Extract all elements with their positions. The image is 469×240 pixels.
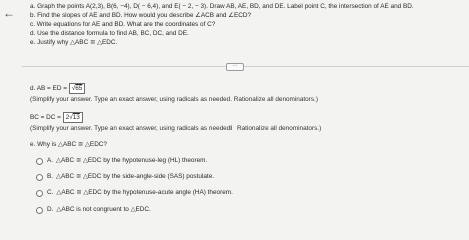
back-arrow-icon[interactable]: ← — [3, 6, 15, 20]
instruction-text-1: (Simplify your answer. Type an exact answer, using radicals as needed. Rationalize all denominators.) — [30, 96, 318, 103]
instruction-text-2b: Rationalize all denominators.) — [235, 125, 322, 132]
expand-button[interactable]: ··· — [226, 63, 244, 71]
option-text: △ABC ≅ △EDC by the hypotenuse-leg (HL) theorem. — [56, 157, 208, 164]
instruction-text-2a: (Simplify your answer. Type an exact answer, using radicals as needed — [30, 125, 231, 132]
radio-button-icon[interactable] — [36, 158, 43, 165]
radical-symbol: √ — [71, 85, 76, 92]
option-text: △ABC ≅ △EDC by the side-angle-side (SAS) postulate. — [56, 173, 215, 180]
ab-ed-answer-value: 65 — [75, 85, 83, 92]
ab-ed-answer-row — [30, 83, 85, 94]
option-text: △ABC ≅ △EDC by the hypotenuse-acute angle (HA) theorem. — [56, 189, 233, 196]
option-a[interactable] — [36, 157, 207, 165]
option-letter: D. — [47, 206, 54, 213]
bc-dc-answer-value: 13 — [72, 114, 80, 121]
prompt-part-a: a. Graph the points A(2,3), B(6, −4), D( − 6,4), and E( − 2, − 3). Draw AB, AE, BD, and DE. Label point C, the intersection of AE and BD. — [30, 3, 414, 10]
option-letter: C. — [47, 189, 54, 196]
option-d[interactable] — [36, 206, 151, 214]
radio-button-icon[interactable] — [36, 207, 43, 214]
bc-dc-label: BC = DC = — [30, 114, 61, 122]
option-letter: B. — [47, 173, 54, 180]
prompt-part-c: c. Write equations for AE and BD. What are the coordinates of C? — [30, 21, 216, 28]
option-text: △ABC is not congruent to △EDC. — [56, 206, 151, 213]
radio-button-icon[interactable] — [36, 190, 43, 197]
radio-button-icon[interactable] — [36, 174, 43, 181]
prompt-part-e: e. Justify why △ABC ≅ △EDC. — [30, 39, 118, 46]
prompt-part-b: b. Find the slopes of AE and BD. How would you describe ∠ACB and ∠ECD? — [30, 12, 252, 19]
radical-symbol: 2√ — [65, 114, 73, 121]
text-cursor-icon: I — [230, 125, 233, 132]
option-b[interactable] — [36, 173, 214, 181]
option-c[interactable] — [36, 189, 233, 197]
bc-dc-answer-field[interactable] — [63, 112, 83, 123]
ab-ed-label: d. AB = ED = — [30, 85, 67, 93]
prompt-part-d: d. Use the distance formula to find AB, BC, DC, and DE. — [30, 30, 189, 37]
instruction-text-2 — [30, 125, 321, 133]
bc-dc-answer-row — [30, 112, 83, 123]
option-letter: A. — [47, 157, 54, 164]
ab-ed-answer-field[interactable] — [69, 83, 86, 94]
problem-prompt — [30, 3, 464, 48]
part-e-question: e. Why is △ABC ≅ △EDC? — [30, 141, 107, 148]
section-divider — [22, 66, 469, 67]
